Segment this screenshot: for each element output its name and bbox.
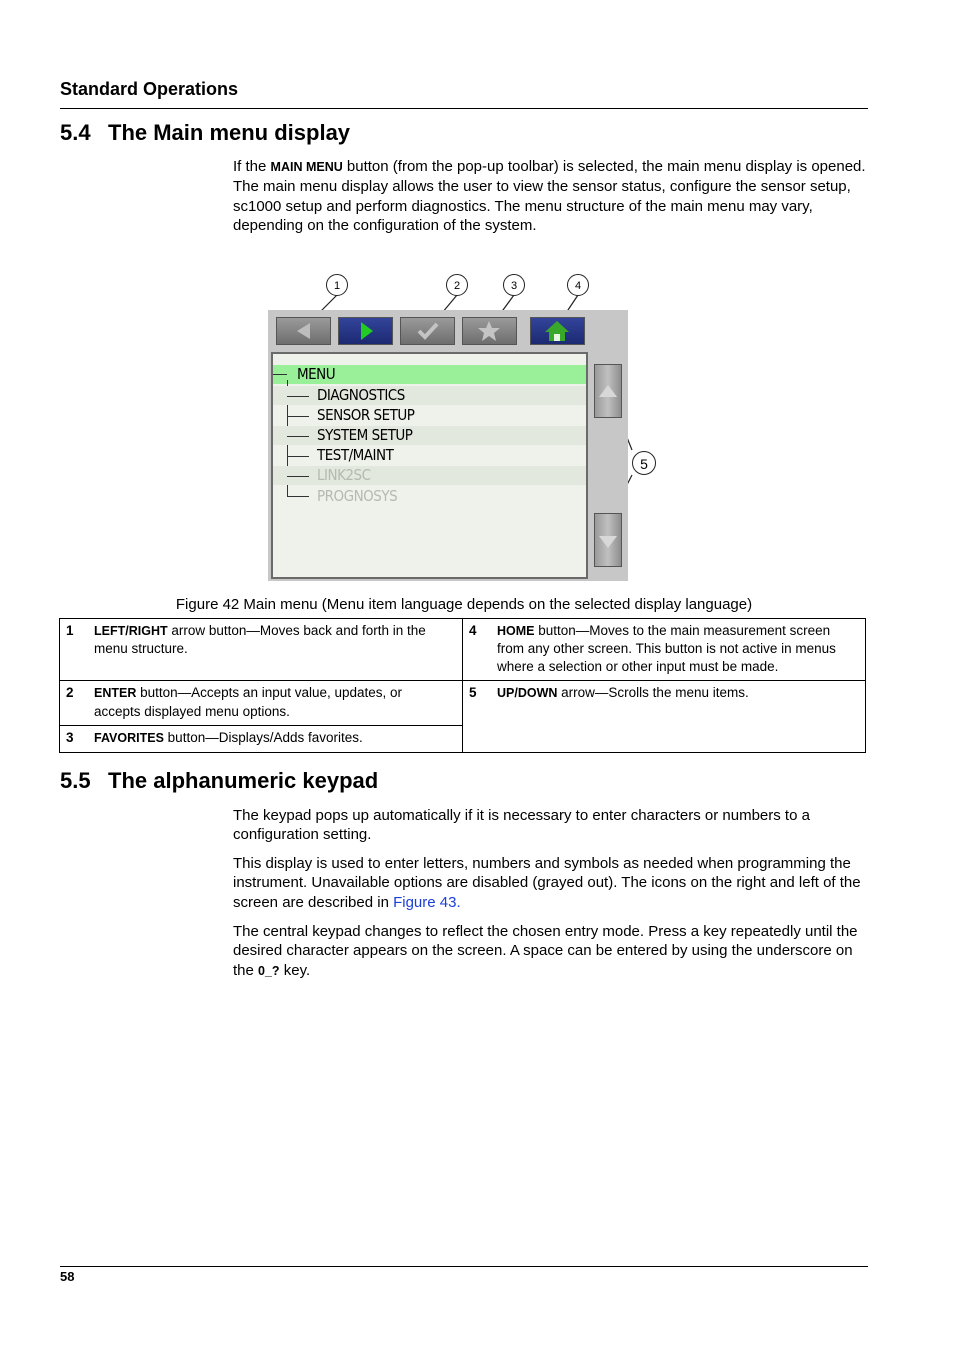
menu-item-system-setup[interactable] (273, 426, 586, 445)
menu-item-label: SENSOR SETUP (317, 406, 415, 424)
legend-text (497, 622, 855, 675)
key-term: LEFT/RIGHT (94, 624, 168, 638)
section-number: 5.4 (60, 120, 91, 145)
section-5-5-paragraph-2 (233, 854, 868, 912)
table-row (60, 619, 866, 681)
legend-text (94, 622, 449, 658)
tree-branch (287, 476, 309, 477)
key-term: 0_? (258, 963, 280, 978)
page-number: 58 (60, 1269, 75, 1284)
section-5-5-heading (60, 768, 378, 794)
scroll-down-button[interactable] (594, 513, 622, 567)
legend-cell (463, 619, 866, 681)
text-run: If the (233, 158, 271, 175)
legend-number: 4 (469, 623, 477, 638)
tree-connector (273, 374, 287, 375)
tree-branch (287, 456, 309, 457)
main-menu-screenshot (268, 310, 628, 581)
text-run: arrow button—Moves back and forth in the menu structure. (94, 623, 426, 657)
section-number: 5.5 (60, 768, 91, 793)
section-title: The alphanumeric keypad (108, 768, 379, 793)
legend-number: 3 (66, 730, 74, 746)
up-arrow-icon (595, 365, 621, 417)
enter-button[interactable] (400, 317, 455, 345)
key-term: HOME (497, 624, 535, 638)
callout-3: 3 (503, 274, 525, 296)
figure-caption: Figure 42 Main menu (Menu item language depends on the selected display language) (175, 596, 753, 613)
home-button[interactable] (530, 317, 585, 345)
check-icon (401, 318, 454, 344)
menu-item-label: SYSTEM SETUP (317, 426, 413, 444)
header-rule (60, 108, 868, 109)
figure-43-link[interactable]: Figure 43 (393, 893, 457, 911)
menu-item-prognosys (273, 487, 586, 506)
tree-branch (287, 496, 309, 497)
legend-text (94, 684, 449, 720)
callout-4: 4 (567, 274, 589, 296)
legend-cell (463, 681, 866, 753)
legend-number: 5 (469, 685, 477, 701)
key-term: UP/DOWN (497, 686, 558, 701)
figure-legend-table (59, 618, 866, 753)
tree-branch (287, 396, 309, 397)
scroll-up-button[interactable] (594, 364, 622, 418)
left-arrow-icon (277, 318, 330, 344)
legend-number: 2 (66, 685, 74, 701)
menu-item-label: PROGNOSYS (317, 487, 398, 505)
menu-header-row[interactable] (273, 365, 586, 384)
table-row (60, 681, 866, 726)
footer-rule (60, 1266, 868, 1267)
menu-item-label: DIAGNOSTICS (317, 386, 405, 404)
menu-tree-panel (271, 352, 588, 579)
menu-item-test-maint[interactable] (273, 446, 586, 465)
legend-cell (60, 681, 463, 726)
callout-5: 5 (632, 451, 656, 475)
text-run: button—Displays/Adds favorites. (163, 730, 363, 746)
text-run: button (from the pop-up toolbar) is selected, the main menu display is opened. The main menu display allows the user to view the sensor status, configure the sensor setup, sc1000 setup and perform diagnostics. The menu structure of the main menu may vary, depending on the configuration of the system. (233, 158, 866, 234)
section-5-4-heading (60, 120, 350, 146)
menu-item-label: TEST/MAINT (317, 446, 394, 464)
key-term: FAVORITES (94, 731, 164, 746)
running-header: Standard Operations (60, 79, 239, 99)
tree-branch (287, 436, 309, 437)
right-arrow-button[interactable] (338, 317, 393, 345)
text-run: key. (279, 961, 311, 979)
favorites-button[interactable] (462, 317, 517, 345)
menu-header-label: MENU (297, 365, 336, 383)
text-run: button—Accepts an input value, updates, or accepts displayed menu options. (94, 685, 403, 719)
down-arrow-icon (595, 514, 621, 566)
section-title: The Main menu display (108, 120, 351, 145)
legend-number: 1 (66, 623, 74, 638)
key-term: ENTER (94, 686, 137, 701)
legend-text (94, 729, 449, 747)
left-arrow-button[interactable] (276, 317, 331, 345)
text-run: This display is used to enter letters, numbers and symbols as needed when programming the instrument. Unavailable options are disabled (grayed out). The icons on the right and left of the screen are described in (233, 855, 861, 911)
text-run: . (456, 893, 461, 911)
menu-item-label: LINK2SC (317, 466, 371, 484)
menu-item-sensor-setup[interactable] (273, 406, 586, 425)
star-icon (463, 318, 516, 344)
menu-item-link2sc (273, 466, 586, 485)
right-arrow-icon (339, 318, 392, 344)
section-5-5-paragraph-3 (233, 922, 868, 981)
callout-2: 2 (446, 274, 468, 296)
legend-cell (60, 619, 463, 681)
menu-item-diagnostics[interactable] (273, 386, 586, 405)
callout-1: 1 (326, 274, 348, 296)
legend-cell (60, 726, 463, 753)
key-term: MAIN MENU (270, 160, 343, 174)
text-run: button—Moves to the main measurement screen from any other screen. This button is not active in menus where a selection or other input must be made. (497, 623, 836, 674)
section-5-5-paragraph-1: The keypad pops up automatically if it is necessary to enter characters or numbers to a configuration setting. (233, 807, 810, 844)
text-run: The central keypad changes to reflect the chosen entry mode. Press a key repeatedly until the desired character appears on the screen. A space can be entered by using the underscore on the (233, 923, 858, 979)
home-icon (531, 318, 584, 344)
tree-branch (287, 416, 309, 417)
text-run: arrow—Scrolls the menu items. (557, 685, 749, 701)
section-5-4-paragraph (233, 157, 868, 235)
legend-text (497, 684, 855, 702)
